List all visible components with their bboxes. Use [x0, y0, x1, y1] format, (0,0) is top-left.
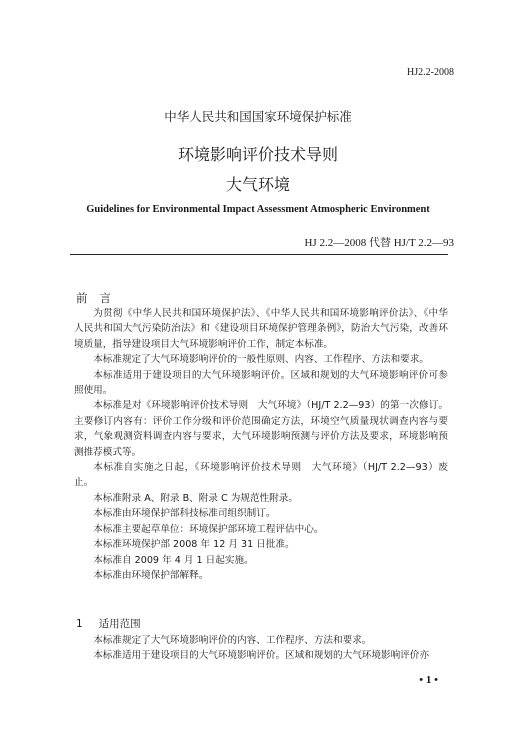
foreword-paragraph: 本标准自 2009 年 4 月 1 日起实施。	[93, 554, 254, 566]
foreword-paragraph: 本标准由环境保护部科技标准司组织制订。	[93, 508, 276, 520]
section-1-body	[74, 633, 448, 664]
section-title: 适用范围	[98, 618, 141, 630]
foreword-body	[74, 306, 448, 583]
foreword-paragraph: 本标准规定了大气环境影响评价的一般性原则、内容、工作程序、方法和要求。	[93, 354, 429, 366]
page-number: • 1 •	[419, 674, 438, 686]
english-title: Guidelines for Environmental Impact Assessment Atmospheric Environment	[86, 204, 430, 215]
foreword-paragraph: 本标准附录 A、附录 B、附录 C 为规范性附录。	[93, 492, 298, 504]
doc-code: HJ2.2-2008	[407, 67, 454, 78]
title-divider	[70, 254, 448, 255]
document-subtitle: 大气环境	[225, 175, 290, 194]
standard-number: HJ 2.2—2008 代替 HJ/T 2.2—93	[304, 237, 454, 249]
foreword-paragraph: 本标准自实施之日起，《环境影响评价技术导则 大气环境》（HJ/T 2.2—93）废止。	[74, 462, 448, 489]
foreword-paragraph: 为贯彻《中华人民共和国环境保护法》、《中华人民共和国环境影响评价法》、《中华人民共和国大气污染防治法》和《建设项目环境保护管理条例》，防治大气污染，改善环境质量，指导建设项目大气环境影响评价工作，制定本标准。	[74, 308, 448, 350]
document-title: 环境影响评价技术导则	[177, 145, 338, 164]
section-paragraph: 本标准适用于建设项目的大气环境影响评价。区域和规划的大气环境影响评价亦	[93, 650, 429, 662]
foreword-paragraph: 本标准由环境保护部解释。	[93, 569, 209, 581]
foreword-paragraph: 本标准环境保护部 2008 年 12 月 31 日批准。	[93, 539, 295, 551]
section-number: 1	[76, 618, 83, 630]
foreword-paragraph: 本标准适用于建设项目的大气环境影响评价。区域和规划的大气环境影响评价可参照使用。	[74, 369, 448, 397]
foreword-paragraph: 本标准主要起草单位：环境保护部环境工程评估中心。	[93, 523, 324, 535]
foreword-paragraph: 本标准是对《环境影响评价技术导则 大气环境》（HJ/T 2.2—93）的第一次修订。主要修订内容有：评价工作分级和评价范围确定方法，环境空气质量现状调查内容与要求，气象观测资料调查内容与要求，大气环境影响预测与评价方法及要求，环境影响预测推荐模式等。	[74, 400, 448, 458]
foreword-heading: 前言	[76, 291, 123, 305]
section-paragraph: 本标准规定了大气环境影响评价的内容、工作程序、方法和要求。	[93, 635, 372, 646]
standard-organization: 中华人民共和国国家环境保护标准	[164, 109, 352, 124]
section-1-heading	[76, 616, 141, 631]
